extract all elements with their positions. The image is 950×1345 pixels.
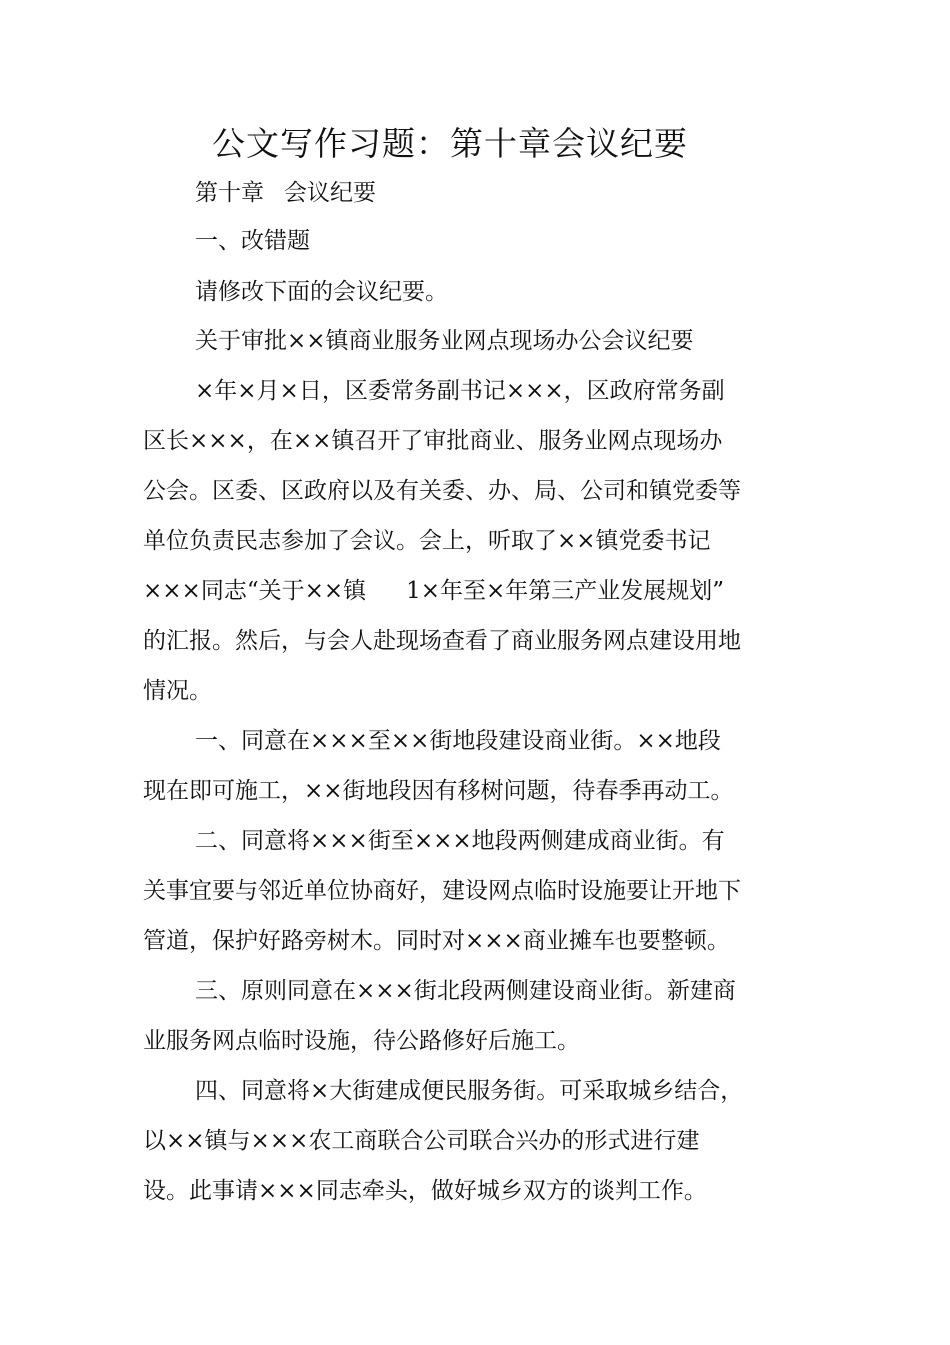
body-line: 关事宜要与邻近单位协商好，建设网点临时设施要让开地下 [143, 878, 741, 904]
chapter-name: 会议纪要 [284, 180, 376, 206]
body-line: 现在即可施工，××街地段因有移树问题，待春季再动工。 [143, 778, 734, 804]
body-line [0, 573, 950, 609]
instruction-text: 请修改下面的会议纪要。 [195, 279, 448, 305]
body-line: 二、同意将×××街至×××地段两侧建成商业街。有 [195, 828, 725, 854]
memo-title: 关于审批××镇商业服务业网点现场办公会议纪要 [195, 328, 694, 354]
body-line: 设。此事请×××同志牵头，做好城乡双方的谈判工作。 [143, 1178, 707, 1204]
body-line: ×年×月×日，区委常务副书记×××，区政府常务副 [195, 378, 725, 404]
body-line: 一、同意在×××至××街地段建设商业街。××地段 [195, 728, 721, 754]
body-line: 公会。区委、区政府以及有关委、办、局、公司和镇党委等 [143, 478, 741, 504]
body-line: 三、原则同意在×××街北段两侧建设商业街。新建商 [195, 978, 736, 1004]
body-line-part: 1×年至×年第三产业发展规划” [406, 578, 725, 604]
body-line: 单位负责民志参加了会议。会上，听取了××镇党委书记 [143, 528, 711, 554]
body-line: 四、同意将×大街建成便民服务街。可采取城乡结合， [195, 1078, 744, 1104]
chapter-number: 第十章 [195, 180, 264, 206]
chapter-heading [0, 175, 950, 211]
body-line: 的汇报。然后，与会人赴现场查看了商业服务网点建设用地 [143, 628, 741, 654]
body-line: 区长×××，在××镇召开了审批商业、服务业网点现场办 [143, 428, 723, 454]
body-line: 以××镇与×××农工商联合公司联合兴办的形式进行建 [143, 1128, 700, 1154]
body-line: 管道，保护好路旁树木。同时对×××商业摊车也要整顿。 [143, 928, 730, 954]
body-line-part: ×××同志“关于××镇 [143, 578, 367, 604]
body-line: 业服务网点临时设施，待公路修好后施工。 [143, 1028, 580, 1054]
document-title: 公文写作习题：第十章会议纪要 [212, 124, 688, 163]
body-line: 情况。 [143, 678, 212, 704]
section-heading: 一、改错题 [195, 228, 310, 254]
